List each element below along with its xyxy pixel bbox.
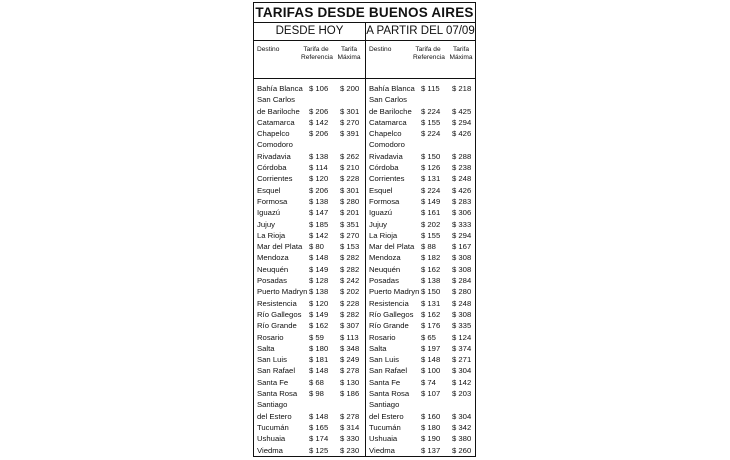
table-row <box>254 422 365 433</box>
reference-fare-cell: $ 131 <box>421 298 441 308</box>
destination-cell: Salta <box>369 343 387 353</box>
column-header-a-partir: A PARTIR DEL 07/09 <box>366 23 475 41</box>
max-fare-cell: $ 283 <box>452 196 472 206</box>
max-fare-cell: $ 113 <box>340 332 359 342</box>
table-row <box>366 275 475 286</box>
table-row <box>366 128 475 139</box>
table-row <box>366 399 475 410</box>
max-fare-cell: $ 142 <box>452 377 472 387</box>
table-row <box>254 128 365 139</box>
destination-cell: Río Grande <box>369 321 409 331</box>
max-fare-cell: $ 124 <box>452 332 472 342</box>
destination-cell: Puerto Madryn <box>257 287 308 297</box>
max-fare-cell: $ 307 <box>340 321 360 331</box>
table-row <box>366 286 475 297</box>
reference-fare-cell: $ 182 <box>421 253 441 263</box>
destination-cell: Tucumán <box>369 422 401 432</box>
reference-fare-cell: $ 165 <box>309 422 329 432</box>
table-row <box>366 332 475 343</box>
max-fare-cell: $ 301 <box>340 185 360 195</box>
reference-fare-cell: $ 181 <box>309 355 329 365</box>
table-row <box>366 151 475 162</box>
destination-cell: Santiago <box>257 400 288 410</box>
destination-cell: San Luis <box>257 355 287 365</box>
destination-cell: Santa Rosa <box>369 389 410 399</box>
fare-table <box>253 2 476 457</box>
max-fare-cell: $ 280 <box>340 196 360 206</box>
reference-fare-cell: $ 126 <box>421 163 441 173</box>
destination-cell: Chapelco <box>369 129 402 139</box>
destination-cell: Córdoba <box>257 163 287 173</box>
table-row <box>366 185 475 196</box>
max-fare-cell: $ 380 <box>452 434 472 444</box>
table-row <box>254 264 365 275</box>
max-fare-cell: $ 271 <box>452 355 472 365</box>
reference-fare-cell: $ 197 <box>421 343 441 353</box>
reference-fare-cell: $ 88 <box>421 242 436 252</box>
destination-cell: Catamarca <box>369 117 407 127</box>
destination-cell: San Rafael <box>369 366 408 376</box>
reference-fare-cell: $ 68 <box>309 377 324 387</box>
max-fare-cell: $ 301 <box>340 106 360 116</box>
destination-cell: Santa Fe <box>257 377 289 387</box>
max-fare-cell: $ 288 <box>452 151 472 161</box>
destination-cell: Río Gallegos <box>369 309 414 319</box>
reference-fare-cell: $ 98 <box>309 389 324 399</box>
table-row <box>254 94 365 105</box>
max-fare-cell: $ 308 <box>452 309 472 319</box>
destination-cell: del Estero <box>257 411 292 421</box>
table-row <box>366 365 475 376</box>
table-row <box>254 196 365 207</box>
reference-fare-cell: $ 120 <box>309 298 329 308</box>
destination-cell: de Bariloche <box>257 106 300 116</box>
table-row <box>254 343 365 354</box>
destination-cell: Rosario <box>257 332 284 342</box>
max-fare-cell: $ 238 <box>452 163 472 173</box>
table-row <box>254 433 365 444</box>
max-fare-cell: $ 335 <box>452 321 472 331</box>
max-fare-cell: $ 167 <box>452 242 472 252</box>
destination-cell: La Rioja <box>369 230 398 240</box>
subheader-row <box>366 41 475 79</box>
destination-cell: Córdoba <box>369 163 399 173</box>
table-row <box>254 151 365 162</box>
max-fare-cell: $ 242 <box>340 276 360 286</box>
reference-fare-cell: $ 149 <box>309 309 329 319</box>
reference-fare-cell: $ 107 <box>421 389 441 399</box>
destination-cell: Formosa <box>257 196 288 206</box>
max-fare-cell: $ 333 <box>452 219 472 229</box>
rows-desde-hoy <box>254 83 365 456</box>
reference-fare-cell: $ 206 <box>309 106 329 116</box>
table-row <box>254 162 365 173</box>
max-fare-cell: $ 342 <box>452 422 472 432</box>
destination-cell: Tucumán <box>257 422 289 432</box>
reference-fare-cell: $ 125 <box>309 445 329 455</box>
destination-cell: Iguazú <box>257 208 281 218</box>
table-row <box>254 230 365 241</box>
max-fare-cell: $ 374 <box>452 343 472 353</box>
destination-cell: Santa Fe <box>369 377 401 387</box>
max-fare-cell: $ 262 <box>340 151 360 161</box>
destination-cell: Esquel <box>257 185 281 195</box>
destination-cell: Rivadavia <box>257 151 291 161</box>
max-fare-cell: $ 278 <box>340 411 360 421</box>
reference-fare-cell: $ 162 <box>421 264 441 274</box>
destination-cell: Iguazú <box>369 208 393 218</box>
max-fare-cell: $ 425 <box>452 106 472 116</box>
table-row <box>366 117 475 128</box>
max-fare-cell: $ 203 <box>452 389 472 399</box>
table-row <box>254 399 365 410</box>
table-row <box>366 219 475 230</box>
destination-cell: Bahía Blanca <box>257 84 303 93</box>
table-row <box>254 298 365 309</box>
destination-cell: Comodoro <box>257 140 293 150</box>
reference-fare-cell: $ 176 <box>421 321 441 331</box>
reference-fare-cell: $ 138 <box>309 151 329 161</box>
reference-fare-cell: $ 155 <box>421 117 441 127</box>
table-row <box>254 332 365 343</box>
max-fare-cell: $ 278 <box>340 366 360 376</box>
reference-fare-cell: $ 138 <box>309 196 329 206</box>
reference-fare-cell: $ 180 <box>421 422 441 432</box>
destination-cell: del Estero <box>369 411 404 421</box>
reference-fare-cell: $ 148 <box>309 253 329 263</box>
reference-fare-cell: $ 202 <box>421 219 441 229</box>
max-fare-cell: $ 248 <box>452 174 472 184</box>
max-fare-cell: $ 270 <box>340 117 360 127</box>
max-fare-cell: $ 391 <box>340 129 360 139</box>
max-fare-cell: $ 314 <box>340 422 360 432</box>
table-row <box>254 445 365 456</box>
table-row <box>254 219 365 230</box>
table-row <box>366 162 475 173</box>
reference-fare-cell: $ 160 <box>421 411 441 421</box>
max-fare-cell: $ 282 <box>340 309 360 319</box>
destination-cell: Resistencia <box>369 298 409 308</box>
max-fare-cell: $ 294 <box>452 230 472 240</box>
table-row <box>254 173 365 184</box>
column-desde-hoy <box>254 23 366 456</box>
destination-cell: Resistencia <box>257 298 297 308</box>
destination-cell: San Luis <box>369 355 399 365</box>
reference-fare-cell: $ 174 <box>309 434 329 444</box>
reference-fare-cell: $ 137 <box>421 445 441 455</box>
max-fare-cell: $ 426 <box>452 185 472 195</box>
reference-fare-cell: $ 142 <box>309 230 329 240</box>
max-fare-cell: $ 186 <box>340 389 360 399</box>
max-fare-cell: $ 270 <box>340 230 360 240</box>
subheader-row <box>254 41 365 79</box>
reference-fare-cell: $ 147 <box>309 208 329 218</box>
destination-cell: Posadas <box>257 276 287 286</box>
table-row <box>254 252 365 263</box>
reference-fare-cell: $ 190 <box>421 434 441 444</box>
max-fare-cell: $ 351 <box>340 219 360 229</box>
destination-cell: Santa Rosa <box>257 389 298 399</box>
reference-fare-cell: $ 161 <box>421 208 441 218</box>
reference-fare-cell: $ 148 <box>309 411 329 421</box>
reference-fare-cell: $ 155 <box>421 230 441 240</box>
destination-cell: de Bariloche <box>369 106 412 116</box>
max-fare-cell: $ 308 <box>452 264 472 274</box>
table-row <box>254 365 365 376</box>
reference-fare-cell: $ 162 <box>309 321 329 331</box>
destination-cell: Neuquén <box>369 264 401 274</box>
table-row <box>366 445 475 456</box>
destination-cell: Corrientes <box>257 174 293 184</box>
table-row <box>254 377 365 388</box>
reference-fare-cell: $ 80 <box>309 242 324 252</box>
table-row <box>254 241 365 252</box>
reference-fare-cell: $ 120 <box>309 174 329 184</box>
max-fare-cell: $ 260 <box>452 445 472 455</box>
destination-cell: Viedma <box>369 445 395 455</box>
column-header-desde-hoy: DESDE HOY <box>254 23 365 41</box>
destination-cell: Bahía Blanca <box>369 84 415 93</box>
table-row <box>366 173 475 184</box>
destination-cell: Río Gallegos <box>257 309 302 319</box>
table-row <box>366 298 475 309</box>
reference-fare-cell: $ 180 <box>309 343 329 353</box>
reference-fare-cell: $ 131 <box>421 174 441 184</box>
destination-cell: San Rafael <box>257 366 296 376</box>
destination-cell: Mendoza <box>257 253 289 263</box>
destination-cell: Rivadavia <box>369 151 403 161</box>
header-tarifa-referencia: Tarifa de Referencia <box>413 46 445 62</box>
table-row <box>366 230 475 241</box>
table-row <box>366 320 475 331</box>
reference-fare-cell: $ 224 <box>421 185 441 195</box>
max-fare-cell: $ 294 <box>452 117 472 127</box>
table-row <box>366 83 475 94</box>
destination-cell: Mar del Plata <box>257 242 303 252</box>
reference-fare-cell: $ 149 <box>421 196 441 206</box>
header-tarifa-maxima: Tarifa Máxima <box>449 46 473 62</box>
table-row <box>366 343 475 354</box>
table-row <box>366 139 475 150</box>
reference-fare-cell: $ 206 <box>309 129 329 139</box>
max-fare-cell: $ 228 <box>340 174 360 184</box>
table-row <box>366 196 475 207</box>
max-fare-cell: $ 248 <box>452 298 472 308</box>
reference-fare-cell: $ 142 <box>309 117 329 127</box>
destination-cell: Jujuy <box>369 219 387 229</box>
table-row <box>254 320 365 331</box>
max-fare-cell: $ 304 <box>452 411 472 421</box>
max-fare-cell: $ 201 <box>340 208 360 218</box>
reference-fare-cell: $ 114 <box>309 163 328 173</box>
destination-cell: Corrientes <box>369 174 405 184</box>
column-a-partir <box>366 23 475 456</box>
table-row <box>366 264 475 275</box>
destination-cell: La Rioja <box>257 230 286 240</box>
table-row <box>254 83 365 94</box>
reference-fare-cell: $ 128 <box>309 276 329 286</box>
table-row <box>366 433 475 444</box>
max-fare-cell: $ 202 <box>340 287 360 297</box>
destination-cell: Comodoro <box>369 140 405 150</box>
destination-cell: Ushuaia <box>257 434 286 444</box>
table-row <box>366 252 475 263</box>
destination-cell: Ushuaia <box>369 434 398 444</box>
max-fare-cell: $ 200 <box>340 84 360 93</box>
reference-fare-cell: $ 138 <box>421 276 441 286</box>
max-fare-cell: $ 304 <box>452 366 472 376</box>
destination-cell: Posadas <box>369 276 399 286</box>
table-row <box>366 422 475 433</box>
destination-cell: Rosario <box>369 332 396 342</box>
table-row <box>254 388 365 399</box>
table-row <box>366 377 475 388</box>
table-row <box>366 106 475 117</box>
table-row <box>254 185 365 196</box>
destination-cell: Chapelco <box>257 129 290 139</box>
max-fare-cell: $ 153 <box>340 242 360 252</box>
header-tarifa-referencia: Tarifa de Referencia <box>301 46 333 62</box>
destination-cell: Río Grande <box>257 321 297 331</box>
table-row <box>366 241 475 252</box>
rows-a-partir <box>366 83 475 456</box>
table-row <box>366 388 475 399</box>
table-row <box>254 354 365 365</box>
max-fare-cell: $ 230 <box>340 445 360 455</box>
reference-fare-cell: $ 100 <box>421 366 441 376</box>
reference-fare-cell: $ 74 <box>421 377 436 387</box>
table-row <box>254 286 365 297</box>
reference-fare-cell: $ 138 <box>309 287 329 297</box>
max-fare-cell: $ 282 <box>340 264 360 274</box>
max-fare-cell: $ 218 <box>452 84 472 93</box>
max-fare-cell: $ 330 <box>340 434 360 444</box>
reference-fare-cell: $ 224 <box>421 129 441 139</box>
reference-fare-cell: $ 59 <box>309 332 324 342</box>
table-row <box>254 411 365 422</box>
destination-cell: Catamarca <box>257 117 295 127</box>
max-fare-cell: $ 280 <box>452 287 472 297</box>
destination-cell: Formosa <box>369 196 400 206</box>
destination-cell: San Carlos <box>257 95 296 105</box>
table-row <box>366 309 475 320</box>
max-fare-cell: $ 284 <box>452 276 472 286</box>
reference-fare-cell: $ 185 <box>309 219 329 229</box>
reference-fare-cell: $ 224 <box>421 106 441 116</box>
table-row <box>366 207 475 218</box>
table-row <box>254 207 365 218</box>
destination-cell: Jujuy <box>257 219 275 229</box>
max-fare-cell: $ 210 <box>340 163 360 173</box>
destination-cell: Viedma <box>257 445 283 455</box>
reference-fare-cell: $ 106 <box>309 84 329 93</box>
reference-fare-cell: $ 115 <box>421 84 440 93</box>
reference-fare-cell: $ 150 <box>421 151 441 161</box>
destination-cell: Esquel <box>369 185 393 195</box>
table-title: TARIFAS DESDE BUENOS AIRES <box>254 3 475 23</box>
destination-cell: Salta <box>257 343 275 353</box>
max-fare-cell: $ 306 <box>452 208 472 218</box>
max-fare-cell: $ 282 <box>340 253 360 263</box>
max-fare-cell: $ 426 <box>452 129 472 139</box>
reference-fare-cell: $ 65 <box>421 332 436 342</box>
max-fare-cell: $ 228 <box>340 298 360 308</box>
max-fare-cell: $ 308 <box>452 253 472 263</box>
table-row <box>366 411 475 422</box>
reference-fare-cell: $ 206 <box>309 185 329 195</box>
destination-cell: Mar del Plata <box>369 242 415 252</box>
destination-cell: Santiago <box>369 400 400 410</box>
header-destino: Destino <box>257 46 280 53</box>
table-row <box>254 309 365 320</box>
header-tarifa-maxima: Tarifa Máxima <box>337 46 361 62</box>
reference-fare-cell: $ 148 <box>309 366 329 376</box>
table-row <box>254 117 365 128</box>
destination-cell: Neuquén <box>257 264 289 274</box>
destination-cell: San Carlos <box>369 95 408 105</box>
destination-cell: Mendoza <box>369 253 401 263</box>
max-fare-cell: $ 348 <box>340 343 360 353</box>
table-row <box>254 275 365 286</box>
table-row <box>366 354 475 365</box>
reference-fare-cell: $ 150 <box>421 287 441 297</box>
max-fare-cell: $ 130 <box>340 377 360 387</box>
reference-fare-cell: $ 148 <box>421 355 441 365</box>
table-row <box>366 94 475 105</box>
reference-fare-cell: $ 162 <box>421 309 441 319</box>
header-destino: Destino <box>369 46 392 53</box>
table-row <box>254 106 365 117</box>
reference-fare-cell: $ 149 <box>309 264 329 274</box>
max-fare-cell: $ 249 <box>340 355 360 365</box>
destination-cell: Puerto Madryn <box>369 287 420 297</box>
table-row <box>254 139 365 150</box>
